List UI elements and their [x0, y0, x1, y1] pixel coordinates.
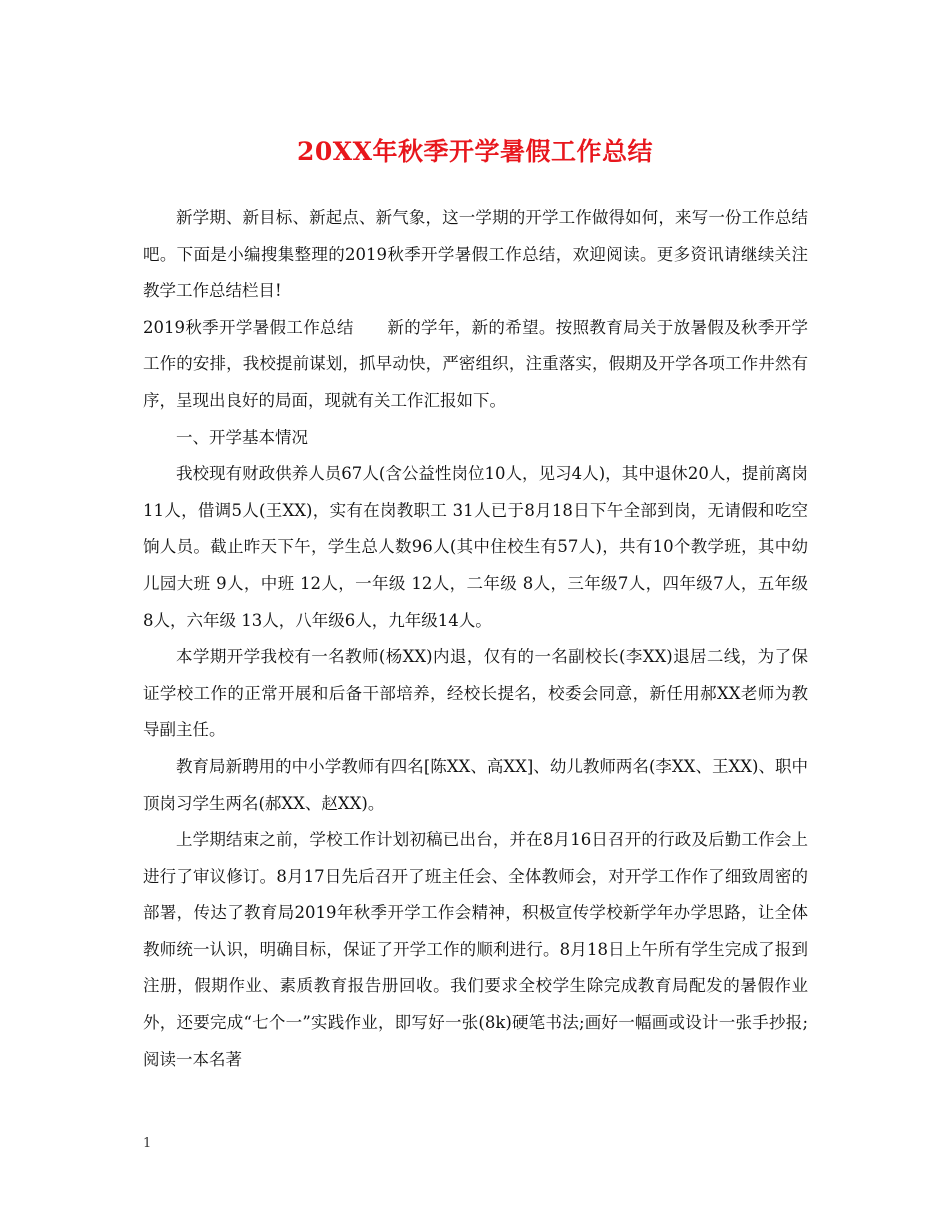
paragraph-staff-changes: 本学期开学我校有一名教师(杨XX)内退，仅有的一名副校长(李XX)退居二线，为了保证学校工作的正常开展和后备干部培养，经校长提名，校委会同意，新任用郝XX老师为教导副主任。	[143, 647, 808, 740]
document-body	[143, 200, 808, 1078]
page-number: 1	[143, 1136, 152, 1151]
document-title: 20XX年秋季开学暑假工作总结	[296, 137, 654, 166]
section-heading-basic-situation: 一、开学基本情况	[176, 427, 308, 447]
paragraph-summary-opening: 2019秋季开学暑假工作总结 新的学年，新的希望。按照教育局关于放暑假及秋季开学工作的安排，我校提前谋划，抓早动快，严密组织，注重落实，假期及开学各项工作井然有序，呈现出良好的局面，现就有关工作汇报如下。	[143, 317, 808, 410]
paragraph-new-teachers: 教育局新聘用的中小学教师有四名[陈XX、高XX]、幼儿教师两名(李XX、王XX)、职中顶岗习学生两名(郝XX、赵XX)。	[143, 756, 808, 813]
paragraph-intro: 新学期、新目标、新起点、新气象，这一学期的开学工作做得如何，来写一份工作总结吧。下面是小编搜集整理的2019秋季开学暑假工作总结，欢迎阅读。更多资讯请继续关注教学工作总结栏目!	[143, 208, 808, 301]
paragraph-work-plan: 上学期结束之前，学校工作计划初稿已出台，并在8月16日召开的行政及后勤工作会上进行了审议修订。8月17日先后召开了班主任会、全体教师会，对开学工作作了细致周密的部署，传达了教育局2019年秋季开学工作会精神，积极宣传学校新学年办学思路，让全体教师统一认识，明确目标，保证了开学工作的顺利进行。8月18日上午所有学生完成了报到注册，假期作业、素质教育报告册回收。我们要求全校学生除完成教育局配发的暑假作业外，还要完成“七个一”实践作业，即写好一张(8k)硬笔书法;画好一幅画或设计一张手抄报;阅读一本名著	[143, 830, 808, 1069]
paragraph-staff-and-students: 我校现有财政供养人员67人(含公益性岗位10人，见习4人)，其中退休20人，提前离岗11人，借调5人(王XX)，实有在岗教职工 31人已于8月18日下午全部到岗，无请假和吃空饷人员。截止昨天下午，学生总人数96人(其中住校生有57人)，共有10个教学班，其中幼儿园大班 9人，中班 12人，一年级 12人，二年级 8人，三年级7人，四年级7人，五年级 8人，六年级 13人，八年级6人，九年级14人。	[143, 464, 808, 630]
